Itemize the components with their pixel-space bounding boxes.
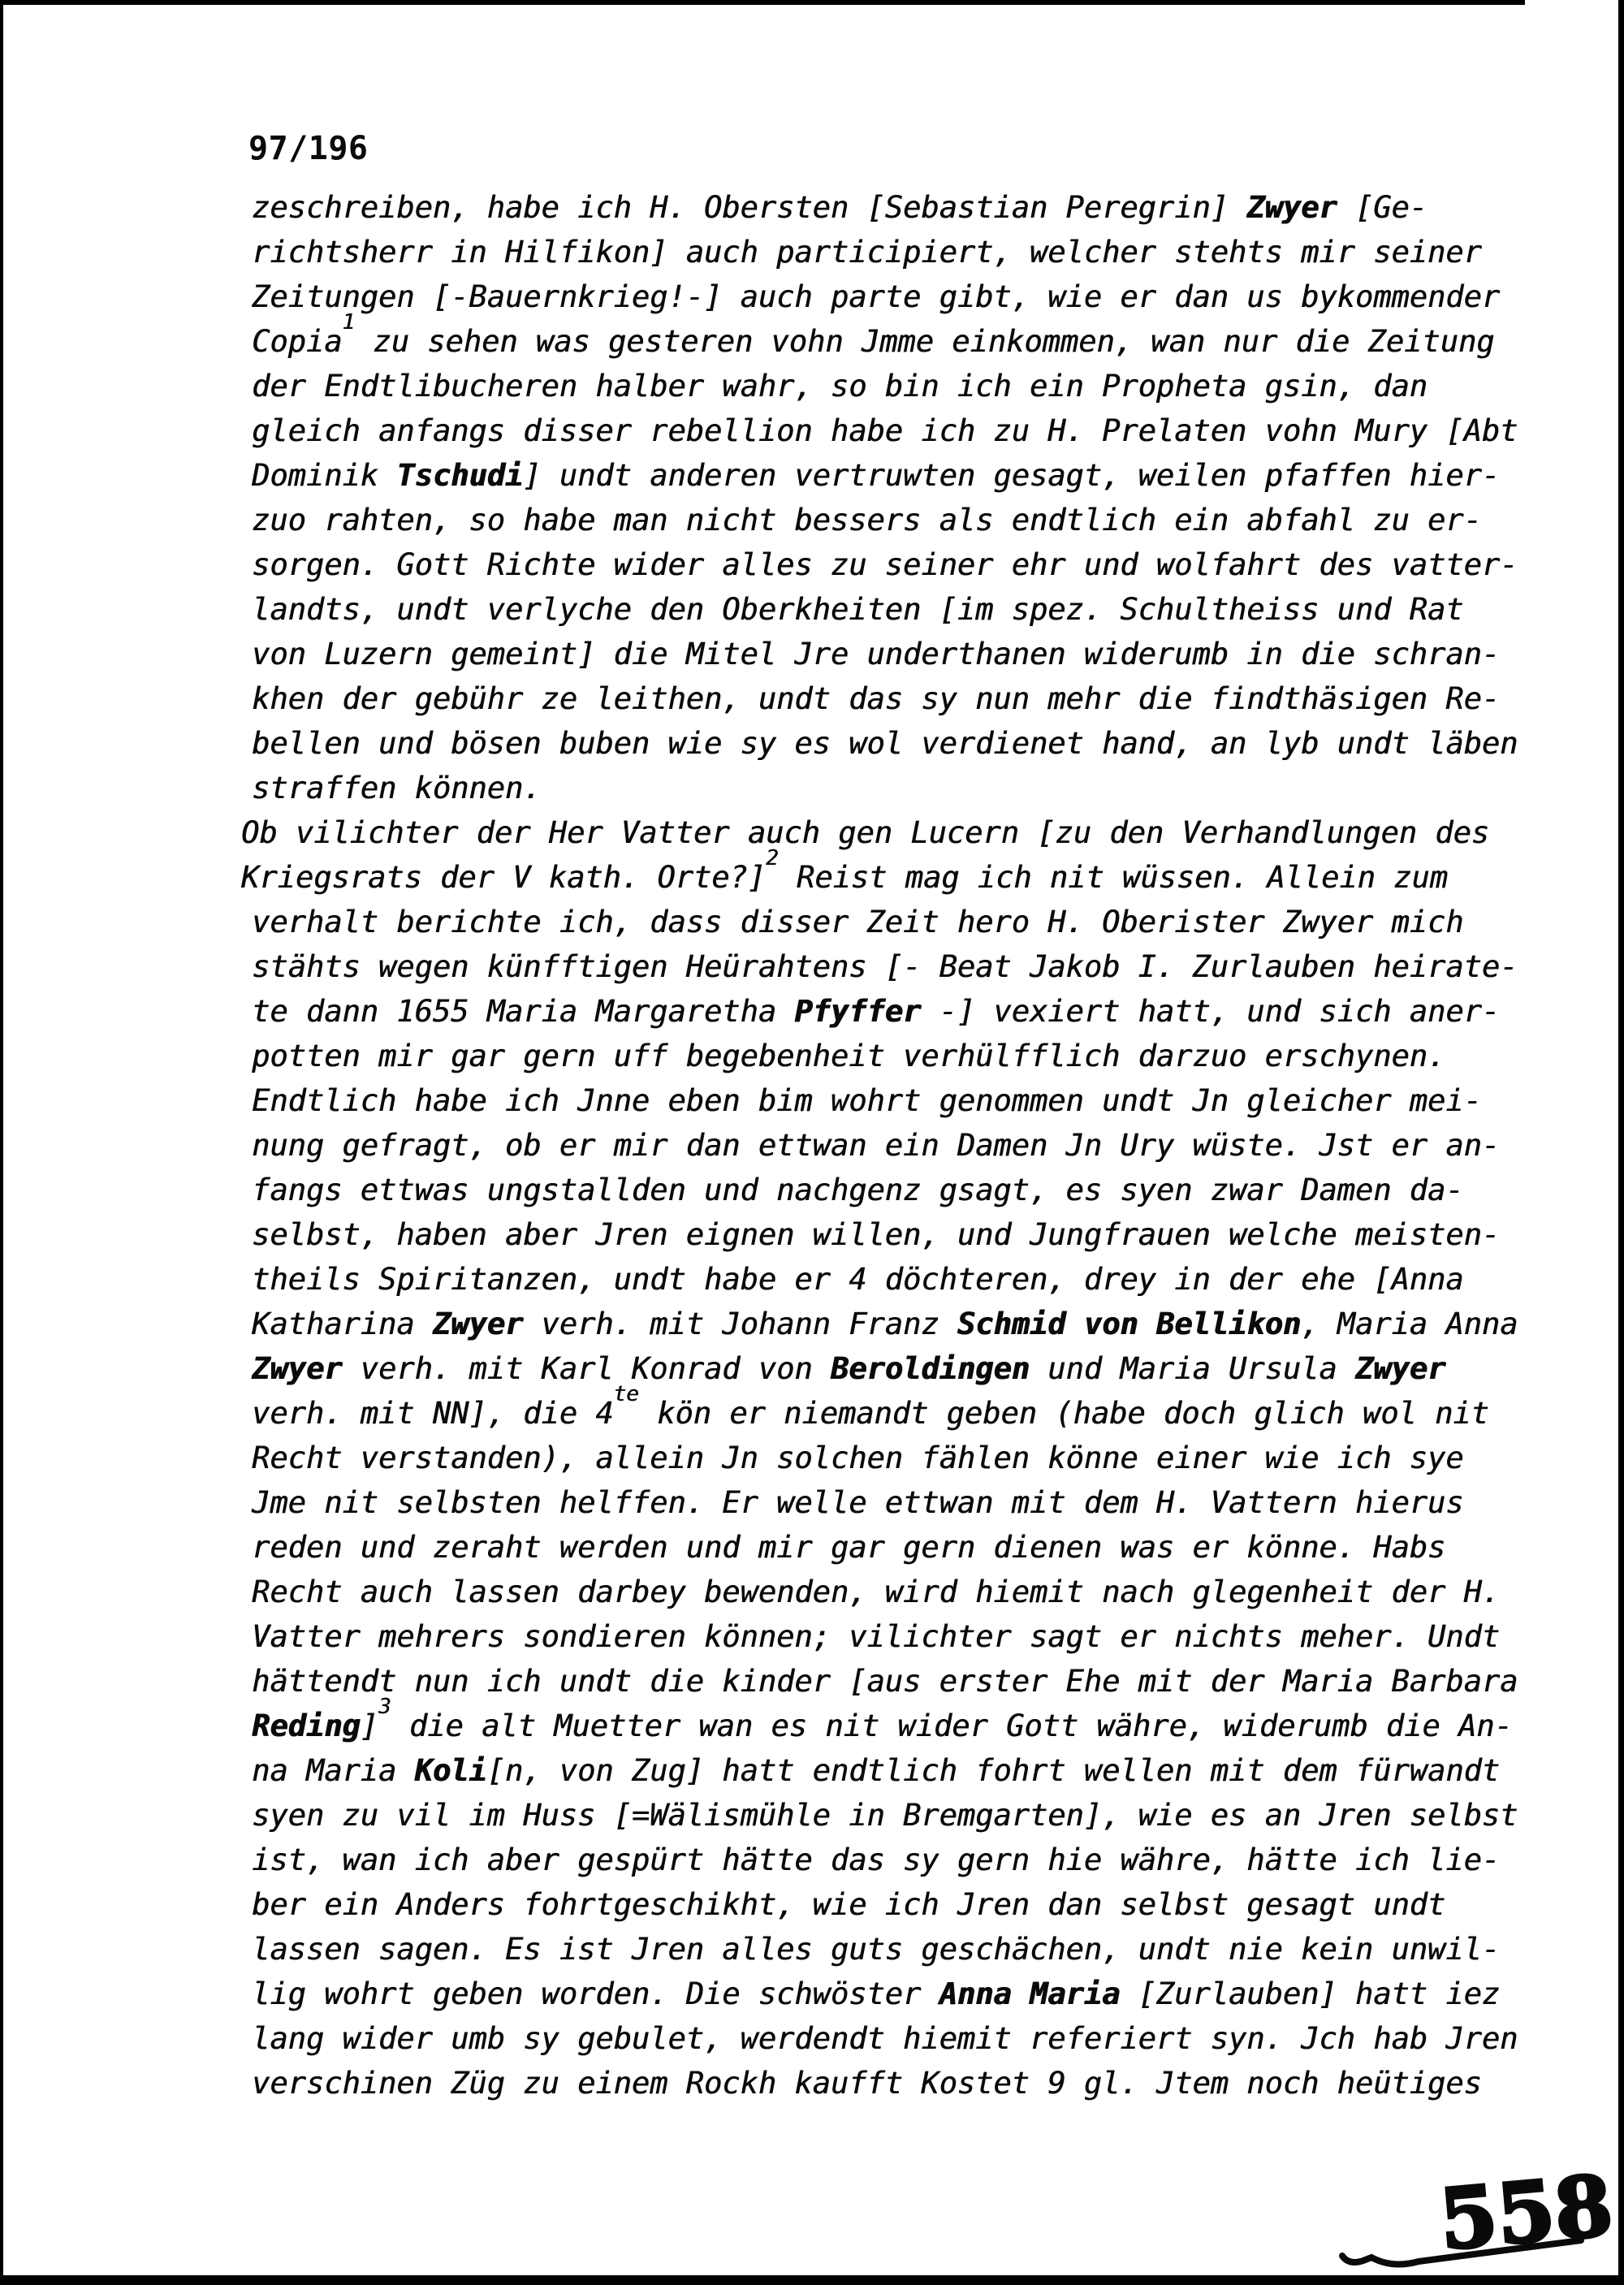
text-line: hättendt nun ich undt die kinder [aus erster Ehe mit der Maria Barbara [252, 1664, 1518, 1699]
text-line: Kriegsrats der V kath. Orte?]$^2$ Reist mag ich nit wüssen. Allein zum [241, 845, 1448, 895]
text-line: bellen und bösen buben wie sy es wol verdienet hand, an lyb undt läben [252, 726, 1518, 761]
text-line: khen der gebühr ze leithen, undt das sy nun mehr die findthäsigen Re- [252, 681, 1501, 716]
text-line: fangs ettwas ungstallden und nachgenz gsagt, es syen zwar Damen da- [252, 1173, 1464, 1207]
text-line: reden und zeraht werden und mir gar gern dienen was er könne. Habs [252, 1530, 1446, 1565]
scan-border-top [0, 0, 1525, 5]
text-line: te dann 1655 Maria Margaretha Pfyffer -] vexiert hatt, und sich aner- [252, 994, 1501, 1029]
scan-border-right [1618, 0, 1624, 2285]
text-line: stähts wegen künfftigen Heürahtens [- Beat Jakob I. Zurlauben heirate- [252, 949, 1518, 984]
text-line: Ob vilichter der Her Vatter auch gen Lucern [zu den Verhandlungen des [241, 815, 1490, 850]
text-line: Recht auch lassen darbey bewenden, wird hiemit nach glegenheit der H. [252, 1574, 1501, 1609]
text-line: zuo rahten, so habe man nicht bessers als endtlich ein abfahl zu er- [252, 503, 1482, 538]
text-line: Reding]$^3$ die alt Muetter wan es nit wider Gott währe, widerumb die An- [252, 1694, 1513, 1743]
text-line: nung gefragt, ob er mir dan ettwan ein Damen Jn Ury wüste. Jst er an- [252, 1128, 1501, 1163]
text-line: richtsherr in Hilfikon] auch participiert, welcher stehts mir seiner [252, 235, 1482, 270]
text-line: verh. mit NN], die $4^{te}$ kön er niemandt geben (habe doch glich wol nit [252, 1381, 1489, 1431]
text-line: der Endtlibucheren halber wahr, so bin ich ein Propheta gsin, dan [252, 369, 1427, 404]
text-line: theils Spiritanzen, undt habe er 4 döchteren, drey in der ehe [Anna [252, 1262, 1464, 1297]
text-line: landts, undt verlyche den Oberkheiten [im spez. Schultheiss und Rat [252, 592, 1464, 627]
text-line: Katharina Zwyer verh. mit Johann Franz Schmid von Bellikon, Maria Anna [252, 1307, 1518, 1341]
text-line: potten mir gar gern uff begebenheit verhülfflich darzuo erschynen. [252, 1039, 1446, 1073]
text-line: Dominik Tschudi] undt anderen vertruwten gesagt, weilen pfaffen hier- [252, 458, 1501, 493]
text-line: sorgen. Gott Richte wider alles zu seiner ehr und wolfahrt des vatter- [252, 547, 1518, 582]
handwritten-folio-number [1336, 2150, 1624, 2272]
text-line: Recht verstanden), allein Jn solchen fählen könne einer wie ich sye [252, 1441, 1464, 1475]
handwritten-number-text: 558 [1435, 2157, 1617, 2270]
text-line: ber ein Anders fohrtgeschikht, wie ich Jren dan selbst gesagt undt [252, 1887, 1446, 1922]
scan-border-left [0, 0, 3, 2285]
text-line: verschinen Züg zu einem Rockh kaufft Kostet 9 gl. Jtem noch heütiges [252, 2066, 1482, 2101]
text-line: Jme nit selbsten helffen. Er welle ettwan mit dem H. Vattern hierus [252, 1485, 1464, 1520]
text-line: Zeitungen [-Bauernkrieg!-] auch parte gibt, wie er dan us bykommender [252, 279, 1501, 314]
text-line: na Maria Koli[n, von Zug] hatt endtlich fohrt wellen mit dem fürwandt [252, 1753, 1501, 1788]
document-text [241, 185, 1600, 2106]
scan-border-bottom [0, 2275, 1624, 2285]
text-line: Zwyer verh. mit Karl Konrad von Beroldingen und Maria Ursula Zwyer [252, 1351, 1446, 1386]
text-line: zeschreiben, habe ich H. Obersten [Sebastian Peregrin] Zwyer [Ge- [252, 190, 1427, 225]
text-line: Endtlich habe ich Jnne eben bim wohrt genommen undt Jn gleicher mei- [252, 1083, 1482, 1118]
text-line: Copia$^1$ zu sehen was gesteren vohn Jmme einkommen, wan nur die Zeitung [252, 309, 1495, 359]
text-line: von Luzern gemeint] die Mitel Jre underthanen widerumb in die schran- [252, 637, 1501, 672]
text-line: syen zu vil im Huss [=Wälismühle in Bremgarten], wie es an Jren selbst [252, 1798, 1518, 1833]
text-line: lig wohrt geben worden. Die schwöster Anna Maria [Zurlauben] hatt iez [252, 1976, 1501, 2011]
text-line: ist, wan ich aber gespürt hätte das sy gern hie währe, hätte ich lie- [252, 1842, 1501, 1877]
text-line: Vatter mehrers sondieren können; vilichter sagt er nichts meher. Undt [252, 1619, 1501, 1654]
page-number: 97/196 [248, 130, 369, 167]
text-line: lassen sagen. Es ist Jren alles guts geschächen, undt nie kein unwil- [252, 1932, 1501, 1967]
text-line: straffen können. [252, 771, 542, 806]
text-line: gleich anfangs disser rebellion habe ich zu H. Prelaten vohn Mury [Abt [252, 413, 1518, 448]
text-line: verhalt berichte ich, dass disser Zeit hero H. Oberister Zwyer mich [252, 905, 1464, 939]
text-line: selbst, haben aber Jren eignen willen, und Jungfrauen welche meisten- [252, 1217, 1501, 1252]
text-line: lang wider umb sy gebulet, werdendt hiemit referiert syn. Jch hab Jren [252, 2021, 1518, 2056]
